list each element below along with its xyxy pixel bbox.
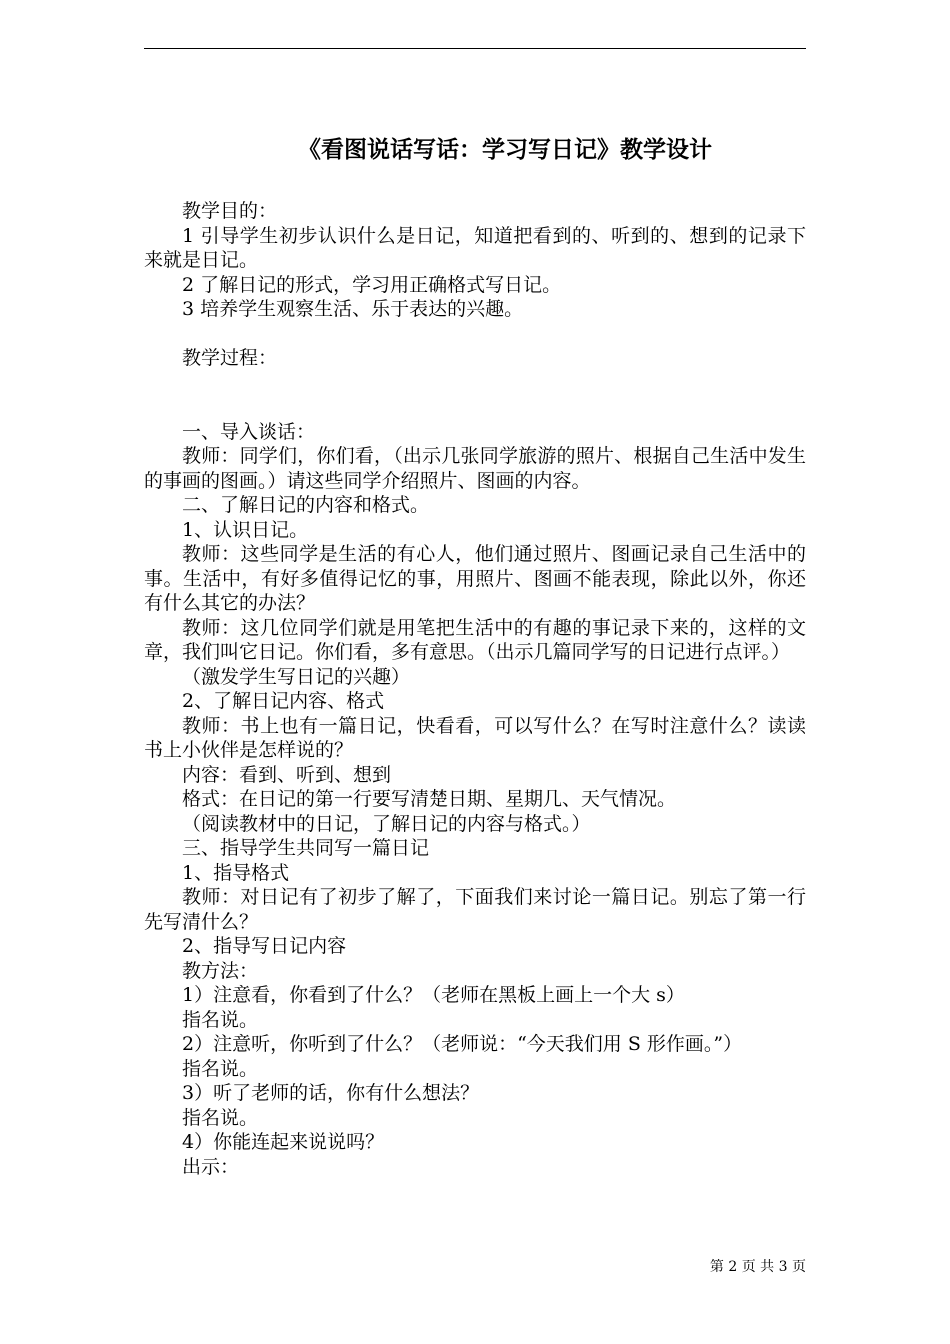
- paragraph: 教师：对日记有了初步了解了，下面我们来讨论一篇日记。别忘了第一行先写清什么？: [144, 886, 806, 933]
- goals-heading: 教学目的：: [182, 200, 278, 222]
- section-heading: 二、了解日记的内容和格式。: [182, 494, 430, 516]
- paragraph: （激发学生写日记的兴趣）: [182, 665, 411, 688]
- document-body: [144, 199, 806, 1179]
- paragraph: 3）听了老师的话，你有什么想法？: [182, 1082, 480, 1104]
- header-rule: [144, 48, 806, 49]
- goal-item: 1 引导学生初步认识什么是日记，知道把看到的、听到的、想到的记录下来就是日记。: [144, 224, 806, 271]
- paragraph: （阅读教材中的日记，了解日记的内容与格式。）: [182, 812, 591, 835]
- subsection-heading: 2、了解日记内容、格式: [182, 690, 385, 712]
- process-heading: 教学过程：: [182, 347, 278, 369]
- subsection-heading: 1、指导格式: [182, 861, 290, 884]
- spacer: [144, 371, 806, 420]
- subsection-heading: 1、认识日记。: [182, 518, 309, 541]
- paragraph: 教师：书上也有一篇日记，快看看，可以写什么？在写时注意什么？读读书上小伙伴是怎样说的？: [144, 714, 806, 761]
- page-number-footer: 第 2 页 共 3 页: [709, 1259, 806, 1275]
- section-heading: 一、导入谈话：: [182, 420, 316, 443]
- paragraph: 1）注意看，你看到了什么？（老师在黑板上画上一个大 s）: [182, 984, 685, 1006]
- paragraph: 教师：这几位同学们就是用笔把生活中的有趣的事记录下来的，这样的文章，我们叫它日记。你们看，多有意思。（出示几篇同学写的日记进行点评。）: [144, 616, 806, 663]
- paragraph: 出示：: [182, 1155, 240, 1178]
- paragraph: 4）你能连起来说说吗？: [182, 1131, 385, 1153]
- spacer: [144, 322, 806, 347]
- subsection-heading: 2、指导写日记内容: [182, 935, 347, 957]
- section-heading: 三、指导学生共同写一篇日记: [182, 837, 430, 859]
- paragraph: 教方法：: [182, 959, 259, 982]
- paragraph: 指名说。: [182, 1106, 259, 1129]
- paragraph: 格式：在日记的第一行要写清楚日期、星期几、天气情况。: [182, 788, 677, 810]
- paragraph: 指名说。: [182, 1008, 259, 1031]
- paragraph: 教师：这些同学是生活的有心人，他们通过照片、图画记录自己生活中的事。生活中，有好多值得记忆的事，用照片、图画不能表现，除此以外，你还有什么其它的办法？: [144, 543, 806, 614]
- goal-item: 3 培养学生观察生活、乐于表达的兴趣。: [182, 298, 524, 320]
- page-title: 《看图说话写话：学习写日记》教学设计: [298, 136, 712, 163]
- goal-item: 2 了解日记的形式，学习用正确格式写日记。: [182, 273, 562, 296]
- paragraph: 内容：看到、听到、想到: [182, 763, 392, 786]
- paragraph: 2）注意听，你听到了什么？（老师说：“今天我们用 S 形作画。”）: [182, 1033, 743, 1055]
- paragraph: 教师：同学们，你们看，（出示几张同学旅游的照片、根据自己生活中发生的事画的图画。）请这些同学介绍照片、图画的内容。: [144, 445, 806, 492]
- paragraph: 指名说。: [182, 1057, 259, 1080]
